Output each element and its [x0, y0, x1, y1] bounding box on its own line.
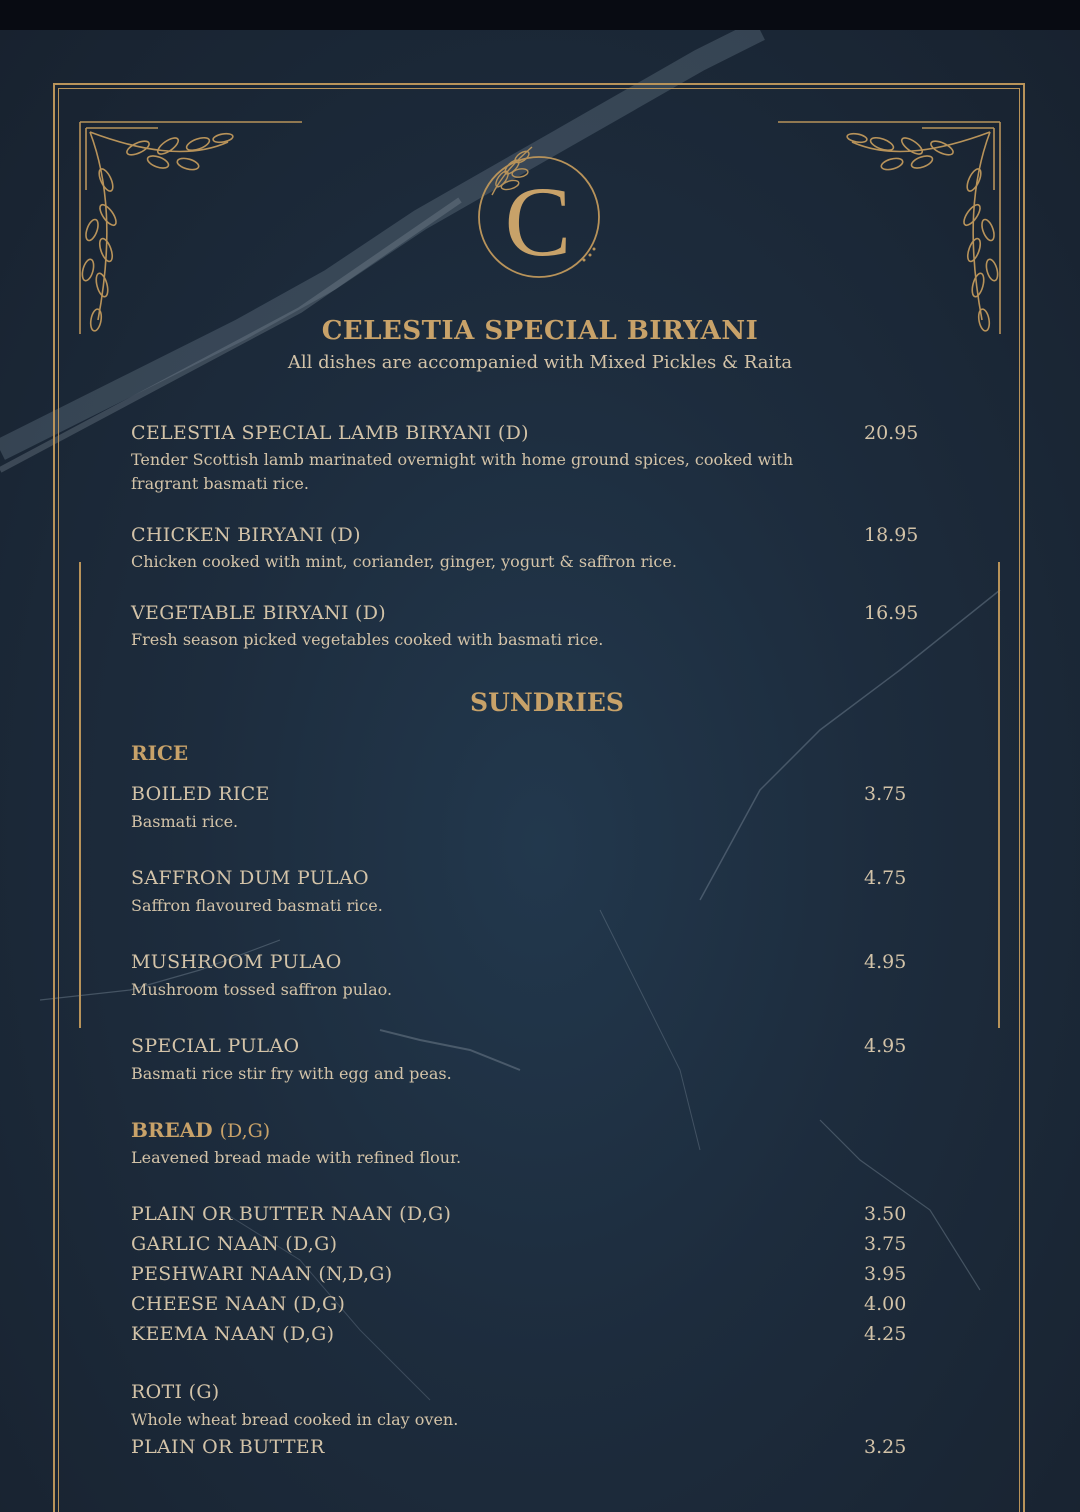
- menu-item-name: PLAIN OR BUTTER: [131, 1436, 325, 1458]
- menu-item-price: 4.95: [864, 951, 907, 973]
- status-bar: [0, 0, 1080, 30]
- menu-item-price: 3.50: [864, 1203, 907, 1225]
- menu-item-price: 3.75: [864, 1233, 907, 1255]
- menu-item-price: 3.75: [864, 783, 907, 805]
- corner-ornament-right-icon: [777, 120, 1002, 335]
- bread-heading-label: BREAD: [131, 1118, 213, 1142]
- logo-letter: C: [504, 166, 572, 277]
- bread-allergens: (D,G): [219, 1120, 271, 1142]
- menu-item-name: SPECIAL PULAO: [131, 1035, 300, 1057]
- page-subtitle: All dishes are accompanied with Mixed Pickles & Raita: [287, 352, 793, 373]
- menu-item-price: 3.25: [864, 1436, 907, 1458]
- menu-item-name: SAFFRON DUM PULAO: [131, 867, 369, 889]
- roti-description: Whole wheat bread cooked in clay oven.: [131, 1410, 459, 1429]
- menu-item-price: 18.95: [864, 524, 919, 546]
- menu-item-description: Basmati rice stir fry with egg and peas.: [131, 1064, 452, 1083]
- menu-item-name: CHEESE NAAN (D,G): [131, 1293, 346, 1315]
- menu-item-description: Basmati rice.: [131, 812, 239, 831]
- subsection-heading-rice: RICE: [131, 741, 189, 765]
- menu-item-name: VEGETABLE BIRYANI (D): [131, 602, 386, 624]
- left-divider-line: [79, 562, 81, 1028]
- menu-item-price: 4.95: [864, 1035, 907, 1057]
- menu-item-name: GARLIC NAAN (D,G): [131, 1233, 338, 1255]
- menu-item-name: CELESTIA SPECIAL LAMB BIRYANI (D): [131, 422, 529, 444]
- menu-item-description: Fresh season picked vegetables cooked with basmati rice.: [131, 630, 604, 649]
- menu-item-name: CHICKEN BIRYANI (D): [131, 524, 361, 546]
- menu-item-description: Mushroom tossed saffron pulao.: [131, 980, 393, 999]
- bread-description: Leavened bread made with refined flour.: [131, 1148, 462, 1167]
- menu-item-price: 4.75: [864, 867, 907, 889]
- corner-ornament-left-icon: [78, 120, 303, 335]
- menu-page: [0, 30, 1080, 1512]
- menu-item-price: 16.95: [864, 602, 919, 624]
- menu-item-name: KEEMA NAAN (D,G): [131, 1323, 335, 1345]
- menu-item-description: Tender Scottish lamb marinated overnight with home ground spices, cooked with fragrant basmati rice.: [131, 450, 794, 493]
- menu-item-description: Chicken cooked with mint, coriander, ginger, yogurt & saffron rice.: [131, 552, 677, 571]
- menu-item-name: MUSHROOM PULAO: [131, 951, 342, 973]
- menu-item-name: BOILED RICE: [131, 783, 270, 805]
- page-title: CELESTIA SPECIAL BIRYANI: [321, 316, 759, 346]
- menu-item-price: 3.95: [864, 1263, 907, 1285]
- right-divider-line: [998, 562, 1000, 1028]
- menu-item-price: 20.95: [864, 422, 919, 444]
- menu-item-price: 4.25: [864, 1323, 907, 1345]
- celestia-logo: [462, 135, 612, 285]
- section-heading-sundries: SUNDRIES: [470, 688, 624, 717]
- subsection-heading-bread: [131, 1118, 270, 1142]
- subsection-heading-roti: ROTI (G): [131, 1381, 220, 1403]
- menu-item-name: PLAIN OR BUTTER NAAN (D,G): [131, 1203, 452, 1225]
- menu-item-description: Saffron flavoured basmati rice.: [131, 896, 383, 915]
- menu-item-price: 4.00: [864, 1293, 907, 1315]
- menu-item-name: PESHWARI NAAN (N,D,G): [131, 1263, 393, 1285]
